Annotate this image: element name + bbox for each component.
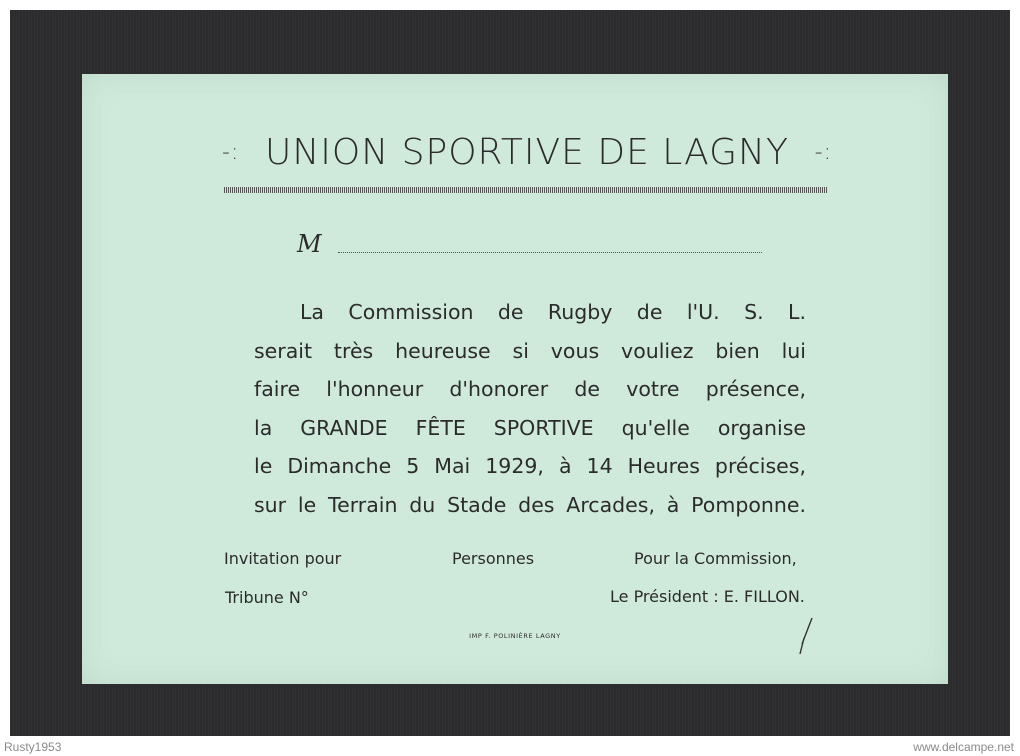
printer-imprint: IMP F. POLINIÈRE LAGNY [469,632,561,640]
header-ornament-left: -: [222,140,240,165]
body-line: sur le Terrain du Stade des Arcades, à Pomponne. [254,492,806,517]
body-line: faire l'honneur d'honorer de votre présence, [254,377,806,401]
invitation-card [82,74,948,684]
invitation-text [254,293,806,524]
signature-mark-icon [796,616,816,656]
site-watermark: www.delcampe.net [913,740,1014,754]
commission-label: Pour la Commission, [634,549,797,568]
persons-label: Personnes [452,549,535,568]
tribune-label: Tribune N° [225,588,309,607]
body-line: La Commission de Rugby de l'U. S. L. [300,300,806,324]
header-rule [224,187,828,193]
club-title: UNION SPORTIVE DE LAGNY [265,132,789,173]
addressee-blank [338,252,762,253]
president-label: Le Président : E. FILLON. [610,587,805,606]
card-header [222,132,832,173]
body-line: serait très heureuse si vous vouliez bien lui [254,338,806,363]
body-line: le Dimanche 5 Mai 1929, à 14 Heures précises, [254,454,806,478]
header-ornament-right: -: [814,140,832,165]
seller-watermark: Rusty1953 [4,740,62,754]
addressee-label: M [297,230,322,258]
body-line: la GRANDE FÊTE SPORTIVE qu'elle organise [254,415,806,440]
invitation-label: Invitation pour [224,549,342,568]
addressee-line [297,232,762,256]
